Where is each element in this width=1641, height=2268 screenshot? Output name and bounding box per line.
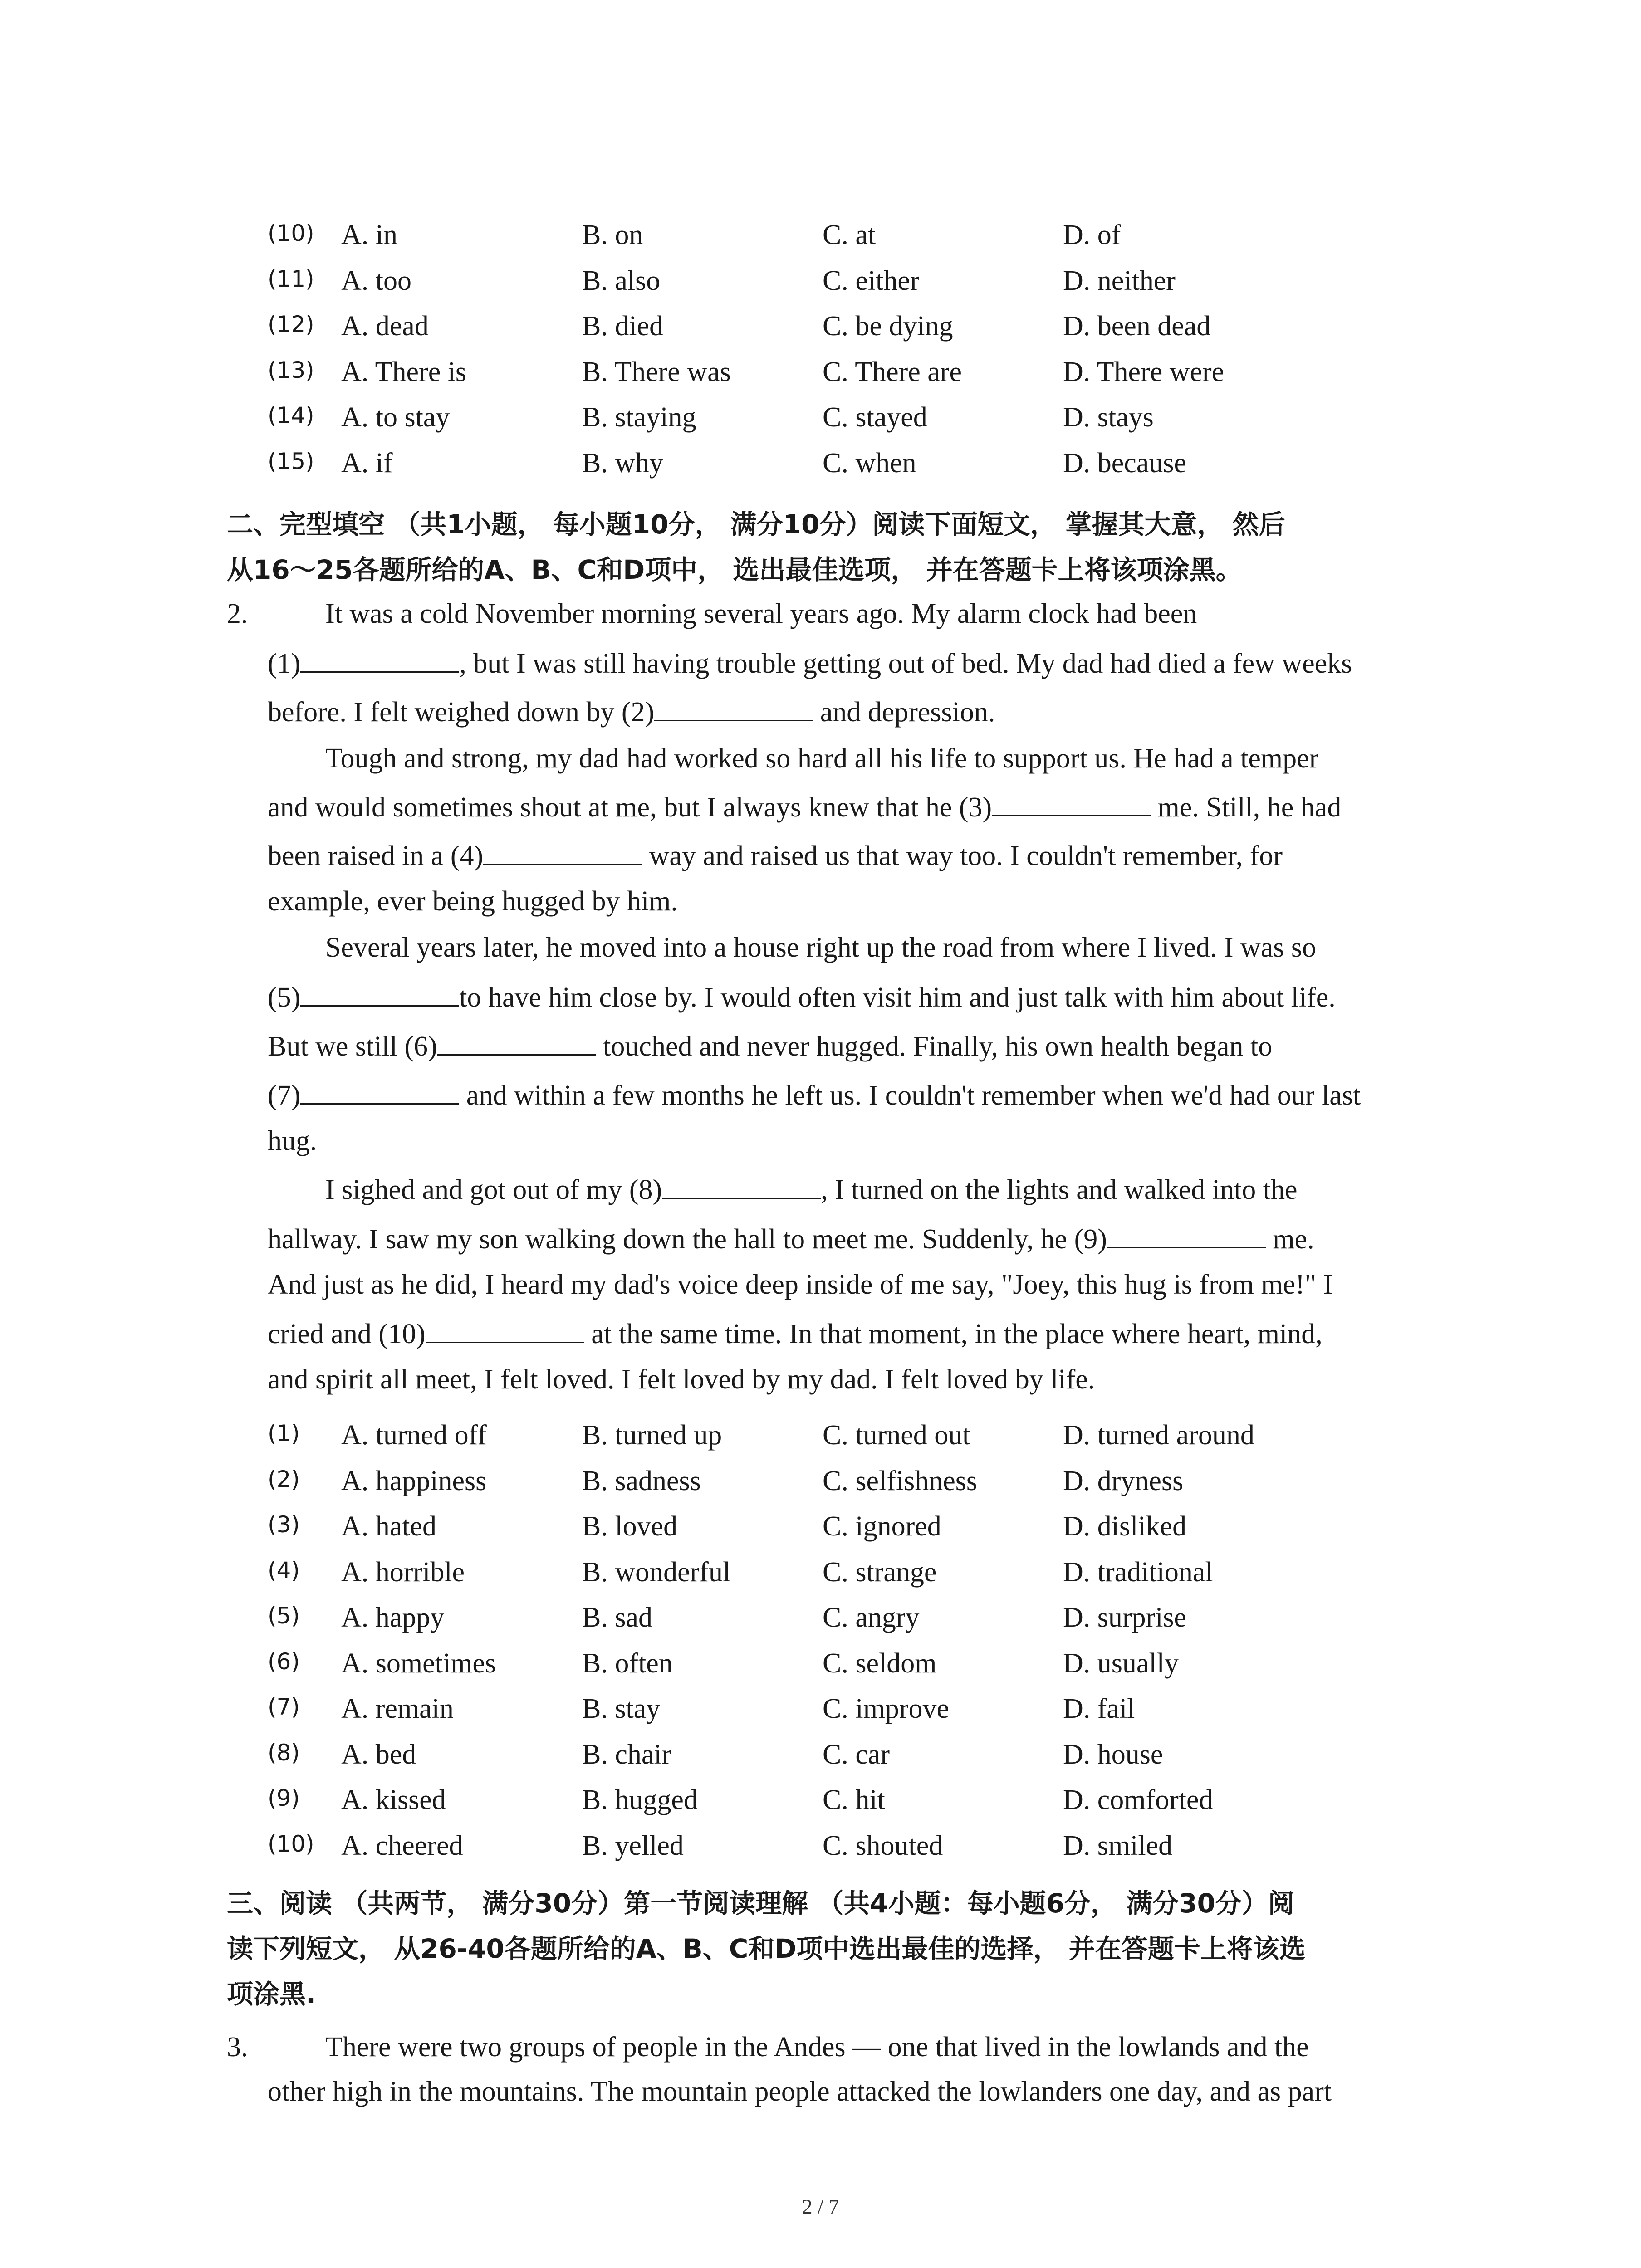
passage-text: to have him close by. I would often visit him and just talk with him about life. bbox=[459, 982, 1336, 1013]
option-b: B. sad bbox=[582, 1602, 652, 1633]
option-c: C. seldom bbox=[823, 1647, 937, 1679]
passage-line bbox=[268, 982, 1336, 1014]
passage-text: (1) bbox=[268, 648, 301, 679]
option-d: D. house bbox=[1063, 1739, 1163, 1770]
option-d: D. surprise bbox=[1063, 1602, 1187, 1633]
passage-text: It was a cold November morning several years ago. My alarm clock had been bbox=[325, 598, 1197, 629]
passage-line bbox=[268, 696, 995, 728]
option-number: (7) bbox=[268, 1694, 300, 1720]
option-number: (12) bbox=[268, 311, 314, 337]
answer-blank[interactable] bbox=[483, 840, 642, 865]
answer-blank[interactable] bbox=[300, 982, 459, 1007]
option-number: (6) bbox=[268, 1648, 300, 1675]
option-a: A. too bbox=[341, 265, 411, 296]
answer-blank[interactable] bbox=[300, 648, 459, 673]
option-d: D. disliked bbox=[1063, 1511, 1187, 1542]
passage-line bbox=[268, 885, 678, 918]
passage-line bbox=[268, 648, 1352, 680]
option-c: C. shouted bbox=[823, 1830, 943, 1861]
option-a: A. bed bbox=[341, 1739, 416, 1770]
passage-text: Several years later, he moved into a house right up the road from where I lived. I was so bbox=[325, 932, 1317, 963]
passage-line bbox=[325, 1174, 1298, 1206]
option-d: D. There were bbox=[1063, 356, 1225, 387]
option-number: (9) bbox=[268, 1785, 300, 1811]
passage-text: me. Still, he had bbox=[1151, 792, 1342, 823]
option-d: D. stays bbox=[1063, 402, 1154, 433]
option-c: C. turned out bbox=[823, 1420, 970, 1451]
option-d: D. comforted bbox=[1063, 1784, 1213, 1815]
passage-line bbox=[268, 1125, 317, 1157]
answer-blank[interactable] bbox=[992, 792, 1151, 816]
option-a: A. cheered bbox=[341, 1830, 463, 1861]
answer-blank[interactable] bbox=[1107, 1223, 1266, 1248]
option-b: B. yelled bbox=[582, 1830, 684, 1861]
answer-blank[interactable] bbox=[426, 1318, 584, 1343]
reading-line-2: other high in the mountains. The mountain people attacked the lowlanders one day, and as part bbox=[268, 2076, 1332, 2107]
option-b: B. sadness bbox=[582, 1465, 701, 1496]
answer-blank[interactable] bbox=[437, 1031, 596, 1056]
option-b: B. staying bbox=[582, 402, 696, 433]
option-c: C. car bbox=[823, 1739, 890, 1770]
option-a: A. in bbox=[341, 220, 397, 250]
passage-text: hallway. I saw my son walking down the hall to meet me. Suddenly, he (9) bbox=[268, 1224, 1107, 1255]
section3-heading-line2: 读下列短文， 从26-40各题所给的A、B、C和D项中选出最佳的选择， 并在答题卡上将该选 bbox=[227, 1933, 1306, 1964]
option-d: D. of bbox=[1063, 220, 1121, 250]
option-number: (15) bbox=[268, 448, 314, 474]
option-d: D. been dead bbox=[1063, 311, 1211, 342]
option-d: D. because bbox=[1063, 447, 1186, 479]
passage-text: (5) bbox=[268, 982, 301, 1013]
option-c: C. when bbox=[823, 447, 916, 479]
passage-text: way and raised us that way too. I couldn't remember, for bbox=[642, 841, 1283, 871]
question-3-number: 3. bbox=[227, 2032, 248, 2063]
page-number: 2 / 7 bbox=[802, 2195, 839, 2218]
option-a: A. sometimes bbox=[341, 1647, 496, 1679]
passage-text: cried and (10) bbox=[268, 1319, 426, 1349]
section3-heading-line1: 三、阅读 （共两节， 满分30分）第一节阅读理解 （共4小题：每小题6分， 满分30分）阅 bbox=[227, 1888, 1294, 1919]
option-a: A. kissed bbox=[341, 1784, 446, 1815]
option-a: A. hated bbox=[341, 1511, 437, 1542]
passage-text: touched and never hugged. Finally, his own health began to bbox=[596, 1031, 1273, 1062]
option-number: (1) bbox=[268, 1420, 300, 1447]
option-number: (5) bbox=[268, 1603, 300, 1629]
passage-text: and would sometimes shout at me, but I always knew that he (3) bbox=[268, 792, 992, 823]
passage-line bbox=[268, 1364, 1095, 1396]
option-d: D. turned around bbox=[1063, 1420, 1254, 1451]
passage-line bbox=[268, 1223, 1314, 1256]
passage-line bbox=[325, 932, 1316, 964]
section2-heading-line2: 从16～25各题所给的A、B、C和D项中， 选出最佳选项， 并在答题卡上将该项涂黑。 bbox=[227, 554, 1242, 585]
passage-line bbox=[325, 598, 1197, 630]
option-c: C. ignored bbox=[823, 1511, 941, 1542]
section3-heading bbox=[227, 1881, 1452, 2017]
option-b: B. often bbox=[582, 1647, 673, 1679]
passage-line bbox=[268, 1318, 1323, 1350]
option-b: B. died bbox=[582, 311, 664, 342]
option-b: B. There was bbox=[582, 356, 731, 387]
option-number: (3) bbox=[268, 1511, 300, 1538]
option-c: C. There are bbox=[823, 356, 962, 387]
passage-text: Tough and strong, my dad had worked so hard all his life to support us. He had a temper bbox=[325, 743, 1319, 774]
option-a: A. dead bbox=[341, 311, 429, 342]
option-number: (4) bbox=[268, 1557, 300, 1584]
passage-line bbox=[268, 792, 1341, 824]
option-c: C. improve bbox=[823, 1693, 949, 1724]
option-b: B. stay bbox=[582, 1693, 661, 1724]
option-c: C. stayed bbox=[823, 402, 927, 433]
passage-text: But we still (6) bbox=[268, 1031, 437, 1062]
passage-text: example, ever being hugged by him. bbox=[268, 886, 678, 917]
option-d: D. traditional bbox=[1063, 1556, 1213, 1588]
option-number: (2) bbox=[268, 1466, 300, 1492]
option-d: D. usually bbox=[1063, 1647, 1179, 1679]
section3-heading-line3: 项涂黑. bbox=[227, 1979, 316, 2009]
passage-text: And just as he did, I heard my dad's voice deep inside of me say, "Joey, this hug is from me!" I bbox=[268, 1269, 1333, 1300]
option-b: B. chair bbox=[582, 1739, 671, 1770]
option-b: B. why bbox=[582, 447, 664, 479]
option-number: (14) bbox=[268, 402, 314, 429]
option-b: B. also bbox=[582, 265, 661, 296]
option-a: A. to stay bbox=[341, 402, 450, 433]
reading-line-1: There were two groups of people in the Andes — one that lived in the lowlands and the bbox=[325, 2032, 1309, 2063]
passage-text: been raised in a (4) bbox=[268, 841, 484, 871]
passage-line bbox=[268, 1031, 1272, 1063]
passage-text: and spirit all meet, I felt loved. I felt loved by my dad. I felt loved by life. bbox=[268, 1364, 1095, 1395]
option-c: C. selfishness bbox=[823, 1465, 977, 1496]
option-b: B. on bbox=[582, 220, 643, 250]
option-c: C. hit bbox=[823, 1784, 885, 1815]
option-a: A. horrible bbox=[341, 1556, 465, 1588]
passage-line bbox=[268, 1269, 1332, 1301]
option-d: D. smiled bbox=[1063, 1830, 1173, 1861]
passage-text: , I turned on the lights and walked into the bbox=[821, 1174, 1298, 1205]
option-d: D. dryness bbox=[1063, 1465, 1184, 1496]
answer-blank[interactable] bbox=[300, 1080, 459, 1105]
passage-text: (7) bbox=[268, 1080, 301, 1111]
option-b: B. loved bbox=[582, 1511, 678, 1542]
answer-blank[interactable] bbox=[662, 1174, 821, 1199]
option-b: B. hugged bbox=[582, 1784, 698, 1815]
passage-text: , but I was still having trouble getting out of bed. My dad had died a few weeks bbox=[459, 648, 1352, 679]
option-a: A. remain bbox=[341, 1693, 454, 1724]
passage-line bbox=[268, 840, 1283, 872]
option-a: A. turned off bbox=[341, 1420, 487, 1451]
option-number: (10) bbox=[268, 220, 314, 246]
option-c: C. angry bbox=[823, 1602, 920, 1633]
option-c: C. at bbox=[823, 220, 876, 250]
option-number: (10) bbox=[268, 1830, 314, 1857]
question-2-number: 2. bbox=[227, 598, 248, 629]
option-number: (13) bbox=[268, 357, 314, 383]
passage-text: at the same time. In that moment, in the place where heart, mind, bbox=[584, 1319, 1323, 1349]
passage-line bbox=[268, 1080, 1361, 1112]
passage-text: before. I felt weighed down by (2) bbox=[268, 697, 655, 728]
option-d: D. neither bbox=[1063, 265, 1176, 296]
option-c: C. either bbox=[823, 265, 920, 296]
option-number: (8) bbox=[268, 1739, 300, 1766]
answer-blank[interactable] bbox=[654, 696, 813, 721]
section2-heading bbox=[227, 502, 1452, 592]
passage-text: I sighed and got out of my (8) bbox=[325, 1174, 662, 1205]
option-b: B. turned up bbox=[582, 1420, 722, 1451]
option-a: A. happy bbox=[341, 1602, 445, 1633]
option-number: (11) bbox=[268, 265, 314, 292]
passage-text: and depression. bbox=[813, 697, 995, 728]
passage-line bbox=[325, 743, 1318, 775]
option-a: A. There is bbox=[341, 356, 467, 387]
passage-text: me. bbox=[1265, 1224, 1314, 1255]
option-a: A. if bbox=[341, 447, 393, 479]
section2-heading-line1: 二、完型填空 （共1小题， 每小题10分， 满分10分）阅读下面短文， 掌握其大意， 然后 bbox=[227, 509, 1285, 540]
option-d: D. fail bbox=[1063, 1693, 1135, 1724]
option-c: C. be dying bbox=[823, 311, 953, 342]
passage-text: and within a few months he left us. I couldn't remember when we'd had our last bbox=[459, 1080, 1361, 1111]
option-a: A. happiness bbox=[341, 1465, 487, 1496]
option-c: C. strange bbox=[823, 1556, 937, 1588]
option-b: B. wonderful bbox=[582, 1556, 731, 1588]
passage-text: hug. bbox=[268, 1125, 317, 1156]
